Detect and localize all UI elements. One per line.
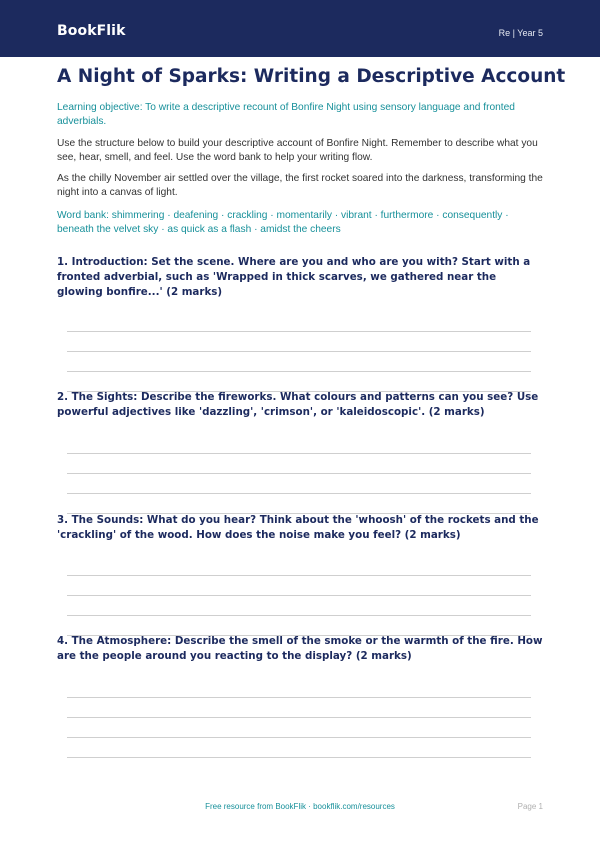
answer-line[interactable] bbox=[67, 757, 531, 758]
word-bank: Word bank: shimmering · deafening · crackling · momentarily · vibrant · furthermore · consequently · beneath the velvet sky · as quick as a flash · amidst the cheers bbox=[57, 210, 509, 235]
footer-source[interactable]: Free resource from BookFlik · bookflik.com/resources bbox=[205, 802, 395, 811]
page-title: A Night of Sparks: Writing a Descriptive Account bbox=[57, 66, 566, 87]
answer-line[interactable] bbox=[67, 473, 531, 474]
answer-line[interactable] bbox=[67, 717, 531, 718]
answer-line[interactable] bbox=[67, 697, 531, 698]
answer-line[interactable] bbox=[67, 737, 531, 738]
answer-line[interactable] bbox=[67, 453, 531, 454]
question-1: 1. Introduction: Set the scene. Where are you and who are you with? Start with a fronted adverbial, such as 'Wrapped in thick scarves, we gathered near the glowing bonfire...' (2 marks) bbox=[57, 256, 531, 298]
brand-logo[interactable]: BookFlik bbox=[57, 23, 126, 39]
answer-line[interactable] bbox=[67, 371, 531, 372]
answer-line[interactable] bbox=[67, 575, 531, 576]
answer-line[interactable] bbox=[67, 493, 531, 494]
answer-line[interactable] bbox=[67, 595, 531, 596]
header-bar bbox=[0, 0, 600, 57]
answer-line[interactable] bbox=[67, 351, 531, 352]
answer-line[interactable] bbox=[67, 615, 531, 616]
question-3: 3. The Sounds: What do you hear? Think about the 'whoosh' of the rockets and the 'crackling' of the wood. How does the noise make you feel? (2 marks) bbox=[57, 514, 539, 541]
story-opener: As the chilly November air settled over the village, the first rocket soared into the darkness, transforming the night into a canvas of light. bbox=[57, 173, 543, 198]
learning-objective: Learning objective: To write a descriptive recount of Bonfire Night using sensory language and fronted adverbials. bbox=[57, 102, 515, 127]
question-2: 2. The Sights: Describe the fireworks. What colours and patterns can you see? Use powerful adjectives like 'dazzling', 'crimson', or 'kaleidoscopic'. (2 marks) bbox=[57, 391, 539, 418]
answer-line[interactable] bbox=[67, 331, 531, 332]
header-meta: Re | Year 5 bbox=[498, 28, 543, 38]
page-number: Page 1 bbox=[517, 802, 543, 811]
instructions: Use the structure below to build your descriptive account of Bonfire Night. Remember to describe what you see, hear, smell, and feel. Use the word bank to help your writing flow. bbox=[57, 138, 538, 163]
question-4: 4. The Atmosphere: Describe the smell of the smoke or the warmth of the fire. How are the people around you reacting to the display? (2 marks) bbox=[57, 635, 543, 662]
